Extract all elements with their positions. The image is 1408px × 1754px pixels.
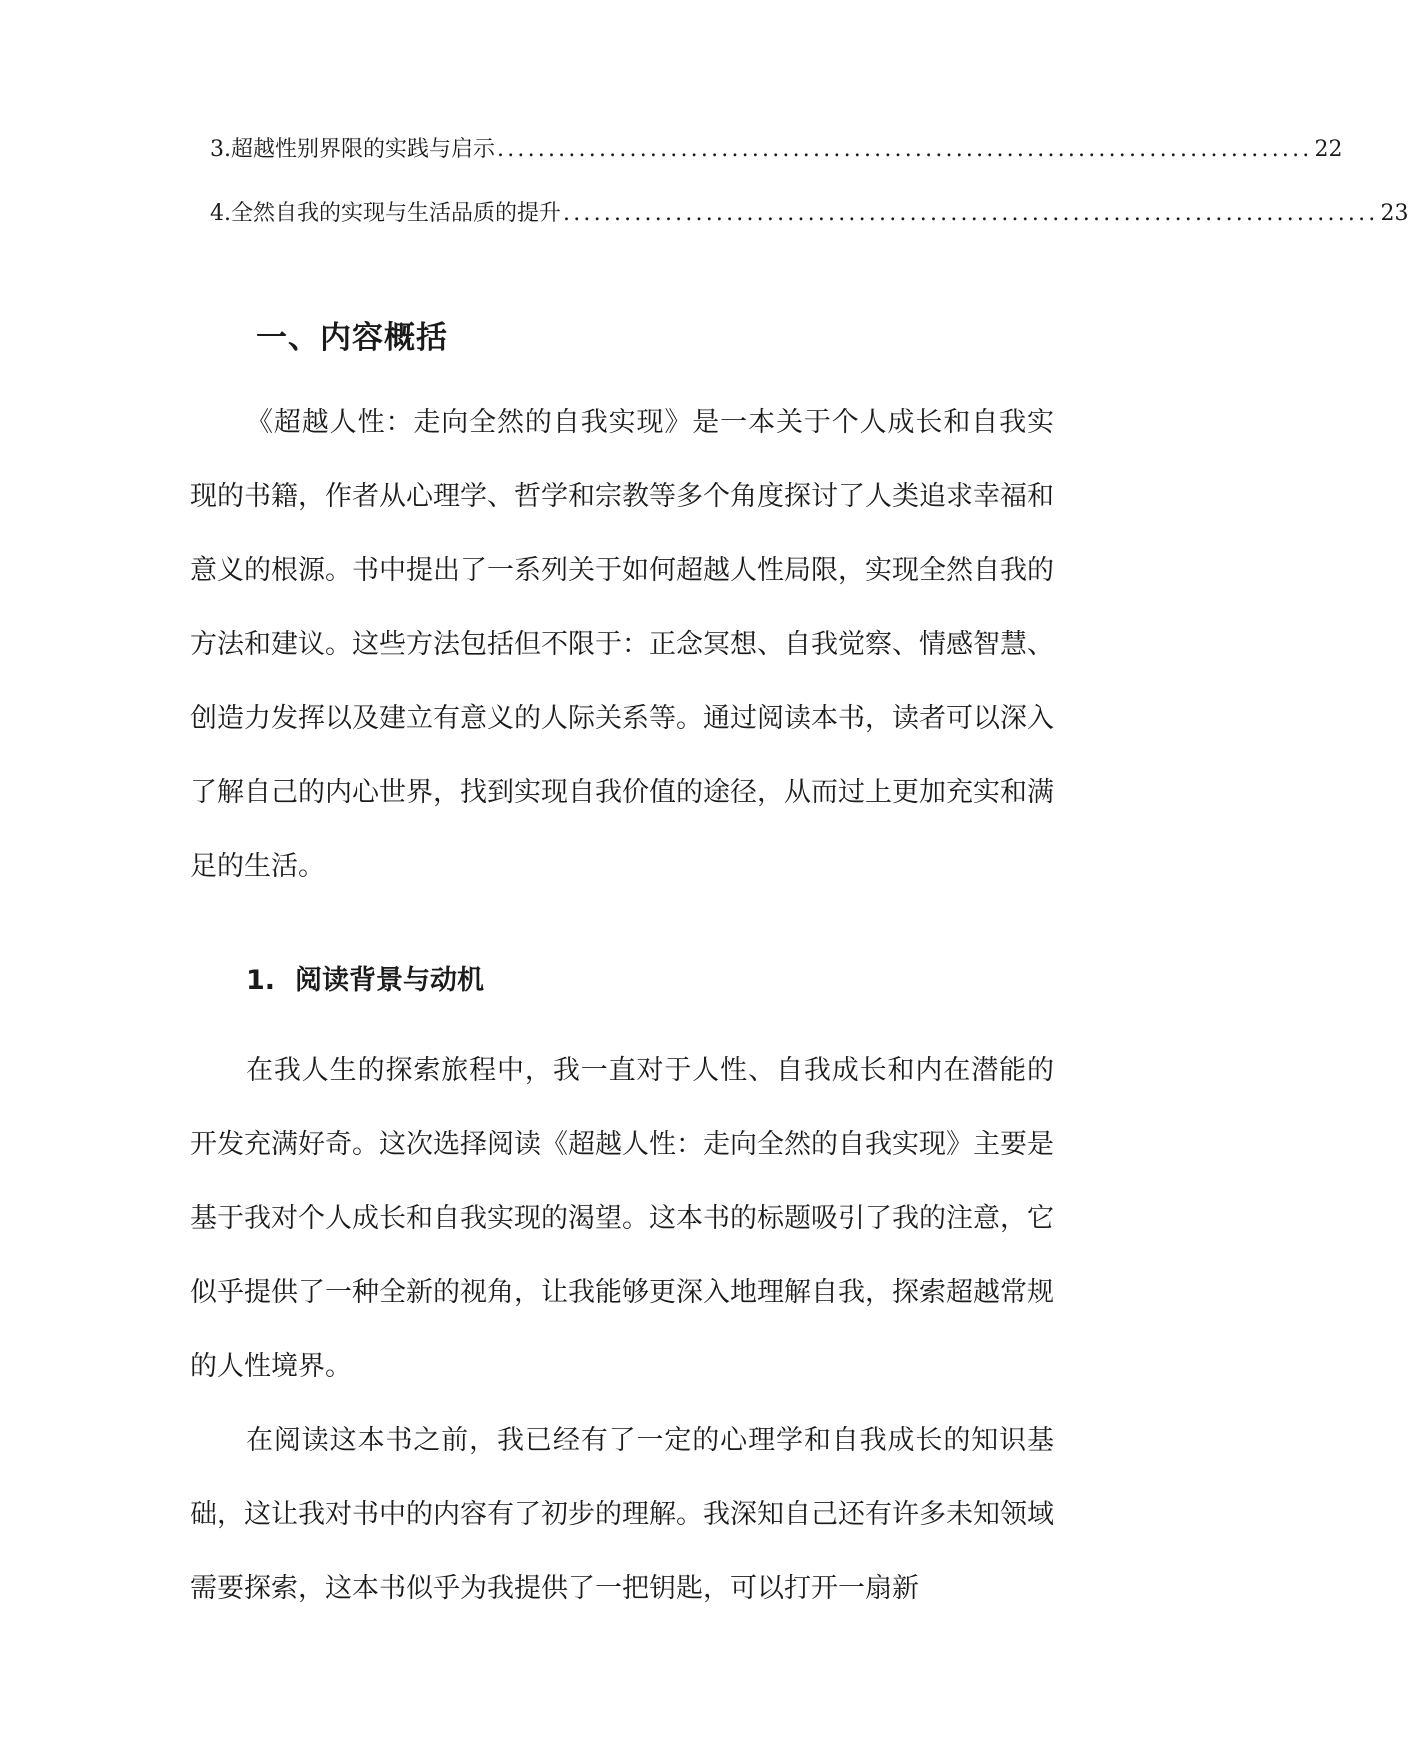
subsection-number: 1. — [246, 965, 276, 996]
toc-entry[interactable] — [210, 132, 1343, 196]
toc-entry-number: 4. — [210, 201, 231, 226]
subsection-title: 阅读背景与动机 — [295, 965, 485, 996]
toc-entry-title: 超越性别界限的实践与启示 — [231, 137, 496, 162]
section-heading: 一、内容概括 — [256, 320, 448, 356]
body-paragraph-2: 在阅读这本书之前，我已经有了一定的心理学和自我成长的知识基础，这让我对书中的内容有了初步的理解。我深知自己还有许多未知领域需要探索，这本书似乎为我提供了一把钥匙，可以打开一扇新 — [190, 1425, 1054, 1604]
body-paragraph-1: 在我人生的探索旅程中，我一直对于人性、自我成长和内在潜能的开发充满好奇。这次选择阅读《超越人性：走向全然的自我实现》主要是基于我对个人成长和自我实现的渴望。这本书的标题吸引了我的注意，它似乎提供了一种全新的视角，让我能够更深入地理解自我，探索超越常规的人性境界。 — [190, 1055, 1054, 1382]
toc-entry[interactable] — [210, 196, 1408, 260]
table-of-contents — [210, 132, 1408, 260]
toc-entry-page: 23 — [1380, 201, 1408, 226]
summary-paragraph: 《超越人性：走向全然的自我实现》是一本关于个人成长和自我实现的书籍，作者从心理学、哲学和宗教等多个角度探讨了人类追求幸福和意义的根源。书中提出了一系列关于如何超越人性局限，实现全然自我的方法和建议。这些方法包括但不限于：正念冥想、自我觉察、情感智慧、创造力发挥以及建立有意义的人际关系等。通过阅读本书，读者可以深入了解自己的内心世界，找到实现自我价值的途径，从而过上更加充实和满足的生活。 — [190, 407, 1054, 882]
toc-entry-number: 3. — [210, 137, 231, 162]
toc-leader-dots: ................................................................................ — [497, 137, 1313, 162]
toc-leader-dots: ................................................................................ — [563, 201, 1379, 226]
toc-entry-title: 全然自我的实现与生活品质的提升 — [231, 201, 562, 226]
subsection-heading — [246, 958, 484, 997]
toc-entry-page: 22 — [1314, 137, 1343, 162]
